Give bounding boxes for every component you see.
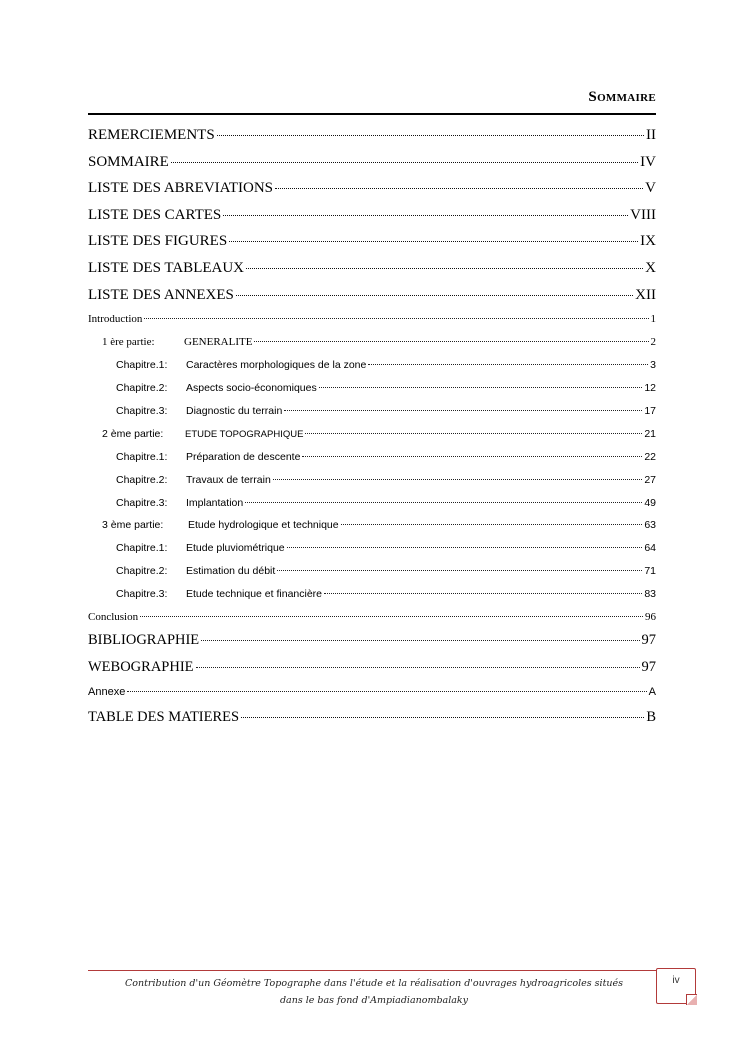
- toc-page: 2: [650, 336, 656, 348]
- toc-page: IV: [640, 154, 656, 170]
- page-title: Sommaire: [588, 89, 656, 105]
- toc-leader: [341, 524, 643, 525]
- toc-label: LISTE DES TABLEAUX: [88, 260, 245, 276]
- toc-number: 1 ère partie:: [102, 336, 155, 348]
- toc-leader: [284, 410, 642, 411]
- toc-number: Chapitre.2:: [116, 382, 168, 394]
- toc-entry-partie-3-chapitre-2[interactable]: [88, 565, 656, 577]
- toc-label: ETUDE TOPOGRAPHIQUE: [185, 429, 304, 440]
- toc-label: Caractères morphologiques de la zone: [186, 359, 367, 371]
- toc-page: 1: [650, 313, 656, 325]
- toc-page: A: [648, 686, 656, 698]
- toc-leader: [229, 241, 638, 242]
- toc-page: 71: [644, 565, 656, 577]
- toc-leader: [368, 364, 648, 365]
- toc-entry-sommaire[interactable]: [88, 154, 656, 171]
- toc-leader: [246, 268, 643, 269]
- toc-page: 27: [644, 474, 656, 486]
- toc-label: TABLE DES MATIERES: [88, 709, 240, 725]
- toc-leader: [140, 616, 643, 617]
- toc-entry-conclusion[interactable]: [88, 611, 656, 623]
- toc-leader: [254, 341, 648, 342]
- toc-label: WEBOGRAPHIE: [88, 659, 194, 675]
- page-curl-icon: [686, 994, 697, 1005]
- toc-page: 21: [644, 428, 656, 440]
- toc-label: Etude technique et financière: [186, 588, 323, 600]
- toc-leader: [144, 318, 648, 319]
- toc-label: Implantation: [186, 497, 244, 509]
- toc-entry-partie-3-chapitre-3[interactable]: [88, 588, 656, 600]
- toc-number: Chapitre.2:: [116, 474, 168, 486]
- toc-page: 17: [644, 405, 656, 417]
- toc-entry-table-des-matieres[interactable]: [88, 709, 656, 726]
- toc-number: Chapitre.3:: [116, 405, 168, 417]
- toc-leader: [196, 667, 640, 668]
- toc-page: VIII: [630, 207, 656, 223]
- toc-page: X: [645, 260, 656, 276]
- toc-entry-partie-2-chapitre-1[interactable]: [88, 451, 656, 463]
- toc-number: Chapitre.2:: [116, 565, 168, 577]
- toc-entry-webographie[interactable]: [88, 659, 656, 676]
- toc-leader: [223, 215, 628, 216]
- toc-label: Etude pluviométrique: [186, 542, 285, 554]
- toc-entry-remerciements[interactable]: [88, 127, 656, 144]
- toc-page: IX: [640, 233, 656, 249]
- toc-entry-partie-1[interactable]: [88, 336, 656, 348]
- toc-entry-introduction[interactable]: [88, 313, 656, 325]
- toc-page: V: [645, 180, 656, 196]
- toc-label: Travaux de terrain: [186, 474, 271, 486]
- toc-entry-partie-1-chapitre-1[interactable]: [88, 359, 656, 371]
- toc-page: II: [646, 127, 656, 143]
- toc-label: LISTE DES ANNEXES: [88, 287, 234, 303]
- toc-page: 3: [650, 359, 656, 371]
- page-number-badge: [656, 968, 696, 1004]
- toc-page: XII: [635, 287, 656, 303]
- toc-leader: [217, 135, 644, 136]
- toc-label: LISTE DES CARTES: [88, 207, 222, 223]
- toc-page: 63: [644, 519, 656, 531]
- toc-entry-tableaux[interactable]: [88, 260, 656, 277]
- toc-entry-partie-2-chapitre-3[interactable]: [88, 497, 656, 509]
- title-rule: [88, 113, 656, 115]
- toc-leader: [201, 640, 639, 641]
- toc-entry-annexes[interactable]: [88, 287, 656, 304]
- toc-entry-partie-1-chapitre-2[interactable]: [88, 382, 656, 394]
- toc-entry-partie-1-chapitre-3[interactable]: [88, 405, 656, 417]
- footer-caption: Contribution d'un Géomètre Topographe dans l'étude et la réalisation d'ouvrages hydroagricoles situés dans le bas fond d'Ampiadianombalaky: [125, 978, 623, 1006]
- toc-label: BIBLIOGRAPHIE: [88, 632, 200, 648]
- toc-leader: [277, 570, 642, 571]
- toc-number: Chapitre.3:: [116, 497, 168, 509]
- toc-label: Aspects socio-économiques: [186, 382, 317, 394]
- footer-rule: [88, 970, 658, 971]
- toc-leader: [273, 479, 642, 480]
- toc-number: Chapitre.3:: [116, 588, 168, 600]
- toc-page: 64: [644, 542, 656, 554]
- toc-entry-cartes[interactable]: [88, 207, 656, 224]
- toc-label: SOMMAIRE: [88, 154, 169, 170]
- toc-number: Chapitre.1:: [116, 451, 168, 463]
- toc-leader: [245, 502, 642, 503]
- toc-page: 97: [641, 632, 656, 648]
- toc-entry-partie-3-chapitre-1[interactable]: [88, 542, 656, 554]
- toc-number: 3 ème partie:: [102, 519, 164, 531]
- toc-label: Etude hydrologique et technique: [188, 519, 339, 531]
- toc-leader: [127, 691, 646, 692]
- toc-leader: [305, 433, 642, 434]
- toc-number: Chapitre.1:: [116, 359, 168, 371]
- toc-entry-partie-2-chapitre-2[interactable]: [88, 474, 656, 486]
- toc-number: 2 ème partie:: [102, 428, 164, 440]
- toc-label: REMERCIEMENTS: [88, 127, 215, 143]
- toc-leader: [319, 387, 643, 388]
- toc-label: GENERALITE: [184, 336, 253, 348]
- toc-leader: [287, 547, 643, 548]
- toc-page: 97: [641, 659, 656, 675]
- toc-page: 12: [644, 382, 656, 394]
- toc-page: B: [646, 709, 656, 725]
- toc-number: Chapitre.1:: [116, 542, 168, 554]
- toc-leader: [275, 188, 643, 189]
- toc-entry-partie-3[interactable]: [88, 519, 656, 531]
- toc-page: 22: [644, 451, 656, 463]
- toc-entry-bibliographie[interactable]: [88, 632, 656, 649]
- toc-label: Préparation de descente: [186, 451, 301, 463]
- toc-label: Introduction: [88, 313, 143, 325]
- toc-leader: [171, 162, 638, 163]
- toc-entry-partie-2[interactable]: [88, 428, 656, 440]
- toc-page: 49: [644, 497, 656, 509]
- toc-entry-abreviations[interactable]: [88, 180, 656, 197]
- toc-label: Estimation du débit: [186, 565, 276, 577]
- toc-entry-figures[interactable]: [88, 233, 656, 250]
- toc-label: Annexe: [88, 686, 126, 698]
- toc-leader: [236, 295, 633, 296]
- page-number: iv: [672, 975, 680, 986]
- toc-label: LISTE DES ABREVIATIONS: [88, 180, 274, 196]
- toc-page: 96: [645, 611, 656, 623]
- toc-label: LISTE DES FIGURES: [88, 233, 228, 249]
- toc-entry-annexe[interactable]: [88, 686, 656, 698]
- toc-leader: [302, 456, 642, 457]
- toc-label: Diagnostic du terrain: [186, 405, 283, 417]
- toc-leader: [324, 593, 642, 594]
- toc-leader: [241, 717, 644, 718]
- toc-page: 83: [644, 588, 656, 600]
- toc-label: Conclusion: [88, 611, 139, 623]
